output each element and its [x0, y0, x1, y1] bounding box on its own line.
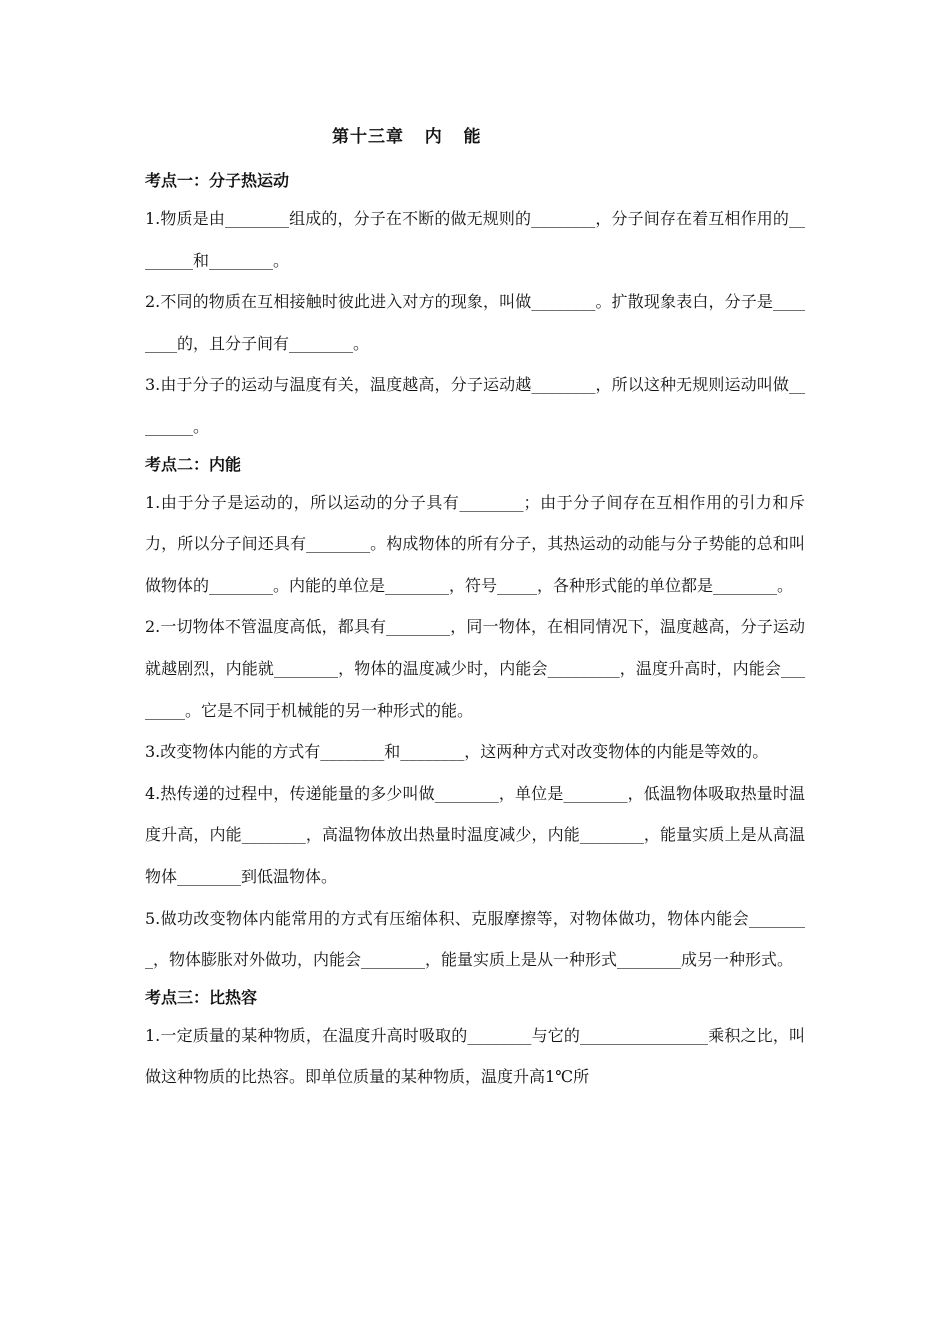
question-paragraph: 1.由于分子是运动的，所以运动的分子具有________；由于分子间存在互相作用的引力和斥力，所以分子间还具有________。构成物体的所有分子，其热运动的动能与分子势能的总和叫做物体的________。内能的单位是________，符号_____，各种形式能的单位都是________。 — [145, 492, 805, 595]
question-paragraph: 5.做功改变物体内能常用的方式有压缩体积、克服摩擦等，对物体做功，物体内能会________，物体膨胀对外做功，内能会________，能量实质上是从一种形式________成另一种形式。 — [145, 908, 805, 970]
question-paragraph: 3.由于分子的运动与温度有关，温度越高，分子运动越________，所以这种无规则运动叫做________。 — [145, 375, 805, 436]
question-paragraph: 4.热传递的过程中，传递能量的多少叫做________，单位是________，低温物体吸取热量时温度升高，内能________，高温物体放出热量时温度减少，内能________，能量实质上是从高温物体________到低温物体。 — [145, 783, 805, 886]
section-heading: 考点二：内能 — [145, 454, 242, 474]
section-heading: 考点一：分子热运动 — [145, 171, 290, 190]
section-molecular-motion — [145, 164, 805, 448]
question-paragraph: 3.改变物体内能的方式有________和________，这两种方式对改变物体的内能是等效的。 — [145, 742, 769, 762]
document-page — [145, 120, 805, 1098]
section-internal-energy — [145, 448, 805, 981]
question-paragraph: 2.不同的物质在互相接触时彼此进入对方的现象，叫做________。扩散现象表白，分子是________的，且分子间有________。 — [145, 292, 805, 353]
section-heading: 考点三：比热容 — [145, 987, 258, 1007]
chapter-title: 第十三章 内 能 — [332, 127, 482, 147]
question-paragraph: 2.一切物体不管温度高低，都具有________，同一物体，在相同情况下，温度越高，分子运动就越剧烈，内能就________，物体的温度减少时，内能会_________，温度升高时，内能会________。它是不同于机械能的另一种形式的能。 — [145, 617, 805, 720]
section-specific-heat — [145, 981, 805, 1098]
question-paragraph: 1.物质是由________组成的，分子在不断的做无规则的________，分子间存在着互相作用的________和________。 — [145, 209, 805, 270]
question-paragraph: 1.一定质量的某种物质，在温度升高时吸取的________与它的________________乘积之比，叫做这种物质的比热容。即单位质量的某种物质，温度升高1℃所 — [145, 1025, 805, 1087]
